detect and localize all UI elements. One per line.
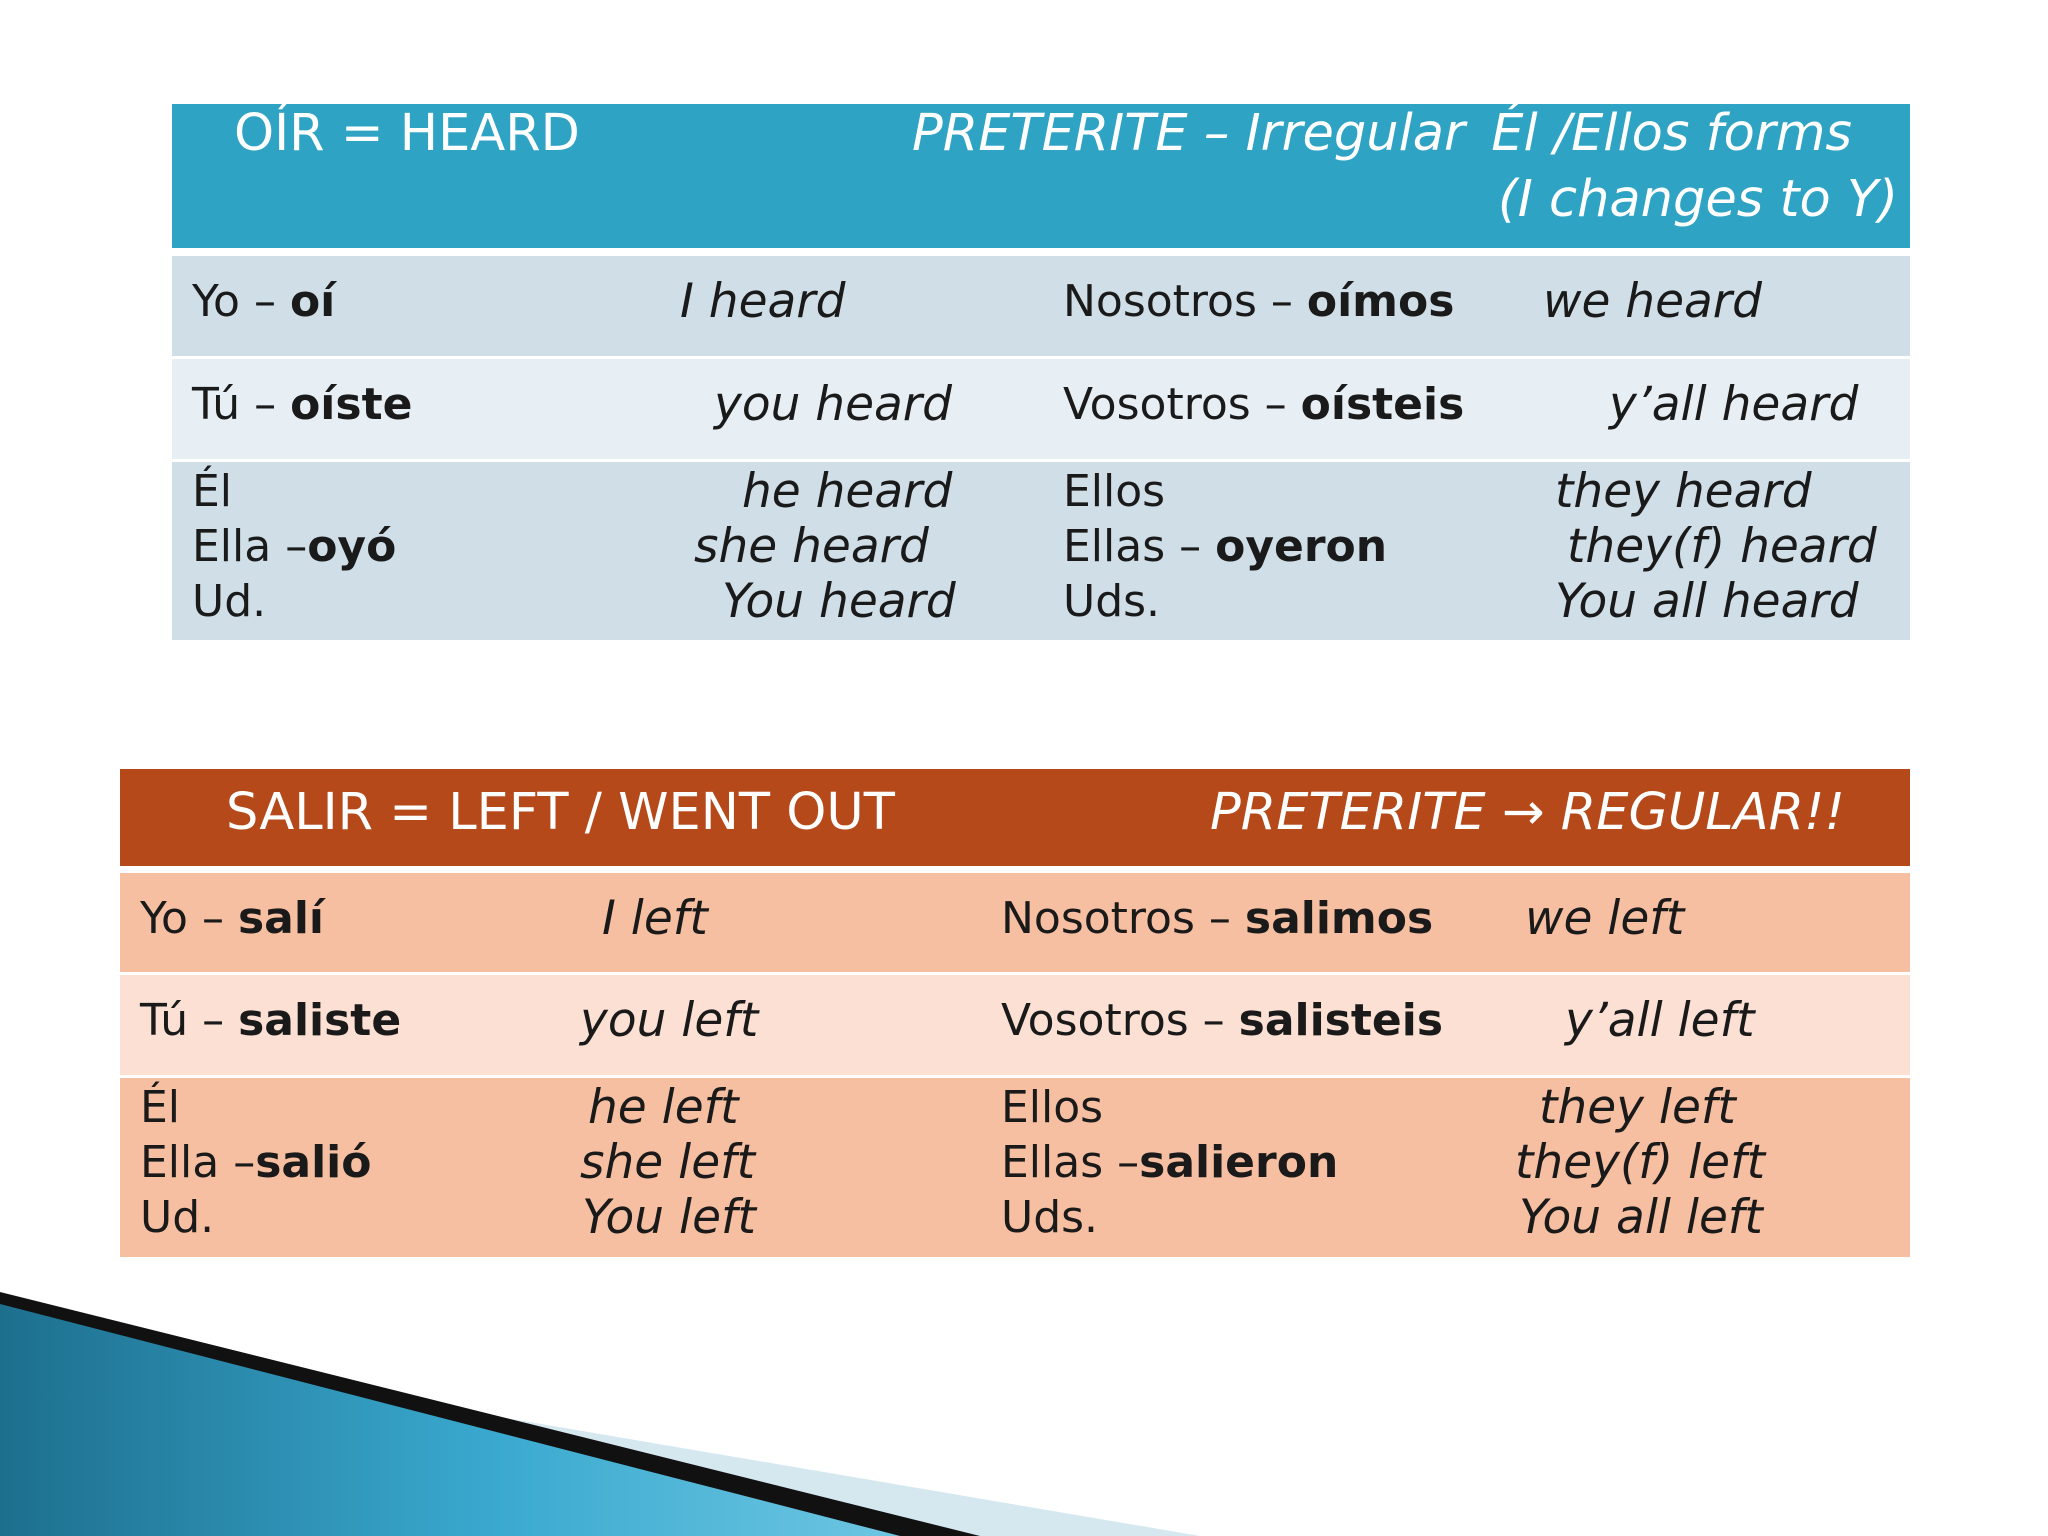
oir-header-title: OÍR = HEARD xyxy=(234,104,580,163)
oir-header-note: (I changes to Y) xyxy=(1497,170,1898,229)
salir-yo-translation: I left xyxy=(602,891,708,946)
salir-ud-form: Ud. xyxy=(140,1192,215,1243)
oir-nosotros-translation: we heard xyxy=(1543,274,1762,329)
salir-el-form: Él xyxy=(140,1082,181,1133)
oir-ella-form: Ella –oyó xyxy=(192,521,397,572)
salir-cell-tu xyxy=(120,975,978,1075)
salir-ud-translation: You left xyxy=(582,1190,756,1245)
oir-vosotros-form: Vosotros – oísteis xyxy=(1063,379,1465,430)
oir-cell-ellos-ellas-uds xyxy=(1043,462,1910,640)
oir-ellas-translation: they(f) heard xyxy=(1567,519,1877,574)
salir-ellas-translation: they(f) left xyxy=(1515,1135,1766,1190)
oir-yo-translation: I heard xyxy=(680,274,846,329)
oir-ellos-form: Ellos xyxy=(1063,466,1166,517)
salir-table-header xyxy=(120,769,1910,866)
oir-cell-tu xyxy=(172,359,1040,459)
salir-yo-form: Yo – salí xyxy=(140,893,324,944)
oir-cell-nosotros xyxy=(1043,256,1910,356)
oir-cell-vosotros xyxy=(1043,359,1910,459)
salir-tu-form: Tú – saliste xyxy=(140,995,402,1046)
decorative-corner-swoosh xyxy=(0,1280,1200,1536)
salir-ellas-form: Ellas –salieron xyxy=(1001,1137,1339,1188)
salir-uds-translation: You all left xyxy=(1519,1190,1763,1245)
oir-conjugation-table xyxy=(172,104,1910,640)
oir-row-el-ellos xyxy=(172,462,1910,640)
oir-ella-translation: she heard xyxy=(694,519,929,574)
oir-ellas-form: Ellas – oyeron xyxy=(1063,521,1388,572)
oir-row-yo-nosotros xyxy=(172,256,1910,356)
salir-cell-ellos-ellas-uds xyxy=(981,1078,1910,1257)
oir-vosotros-translation: y’all heard xyxy=(1609,377,1859,432)
salir-cell-el-ella-ud xyxy=(120,1078,978,1257)
salir-ellos-form: Ellos xyxy=(1001,1082,1104,1133)
salir-row-tu-vosotros xyxy=(120,975,1910,1075)
oir-ellos-translation: they heard xyxy=(1555,464,1812,519)
salir-nosotros-translation: we left xyxy=(1525,891,1685,946)
oir-el-translation: he heard xyxy=(742,464,953,519)
oir-header-forms: Él /Ellos forms xyxy=(1491,104,1852,163)
oir-cell-el-ella-ud xyxy=(172,462,1040,640)
oir-cell-yo xyxy=(172,256,1040,356)
salir-tu-translation: you left xyxy=(580,993,759,1048)
oir-uds-translation: You all heard xyxy=(1555,574,1859,629)
oir-row-tu-vosotros xyxy=(172,359,1910,459)
oir-tu-translation: you heard xyxy=(714,377,952,432)
salir-conjugation-table xyxy=(120,769,1910,1257)
salir-cell-yo xyxy=(120,873,978,972)
salir-cell-nosotros xyxy=(981,873,1910,972)
oir-ud-translation: You heard xyxy=(722,574,956,629)
oir-tu-form: Tú – oíste xyxy=(192,379,413,430)
salir-header-tense: PRETERITE → REGULAR!! xyxy=(1210,783,1845,842)
salir-cell-vosotros xyxy=(981,975,1910,1075)
oir-yo-form: Yo – oí xyxy=(192,276,336,327)
oir-ud-form: Ud. xyxy=(192,576,267,627)
salir-nosotros-form: Nosotros – salimos xyxy=(1001,893,1434,944)
salir-uds-form: Uds. xyxy=(1001,1192,1099,1243)
salir-el-translation: he left xyxy=(588,1080,739,1135)
oir-nosotros-form: Nosotros – oímos xyxy=(1063,276,1455,327)
salir-row-yo-nosotros xyxy=(120,873,1910,972)
oir-table-header xyxy=(172,104,1910,248)
salir-header-title: SALIR = LEFT / WENT OUT xyxy=(226,783,895,842)
salir-ella-translation: she left xyxy=(580,1135,756,1190)
oir-uds-form: Uds. xyxy=(1063,576,1161,627)
salir-ella-form: Ella –salió xyxy=(140,1137,372,1188)
salir-row-el-ellos xyxy=(120,1078,1910,1257)
oir-el-form: Él xyxy=(192,466,233,517)
salir-vosotros-translation: y’all left xyxy=(1565,993,1755,1048)
salir-vosotros-form: Vosotros – salisteis xyxy=(1001,995,1444,1046)
oir-header-tense: PRETERITE – Irregular xyxy=(912,104,1466,163)
salir-ellos-translation: they left xyxy=(1539,1080,1736,1135)
